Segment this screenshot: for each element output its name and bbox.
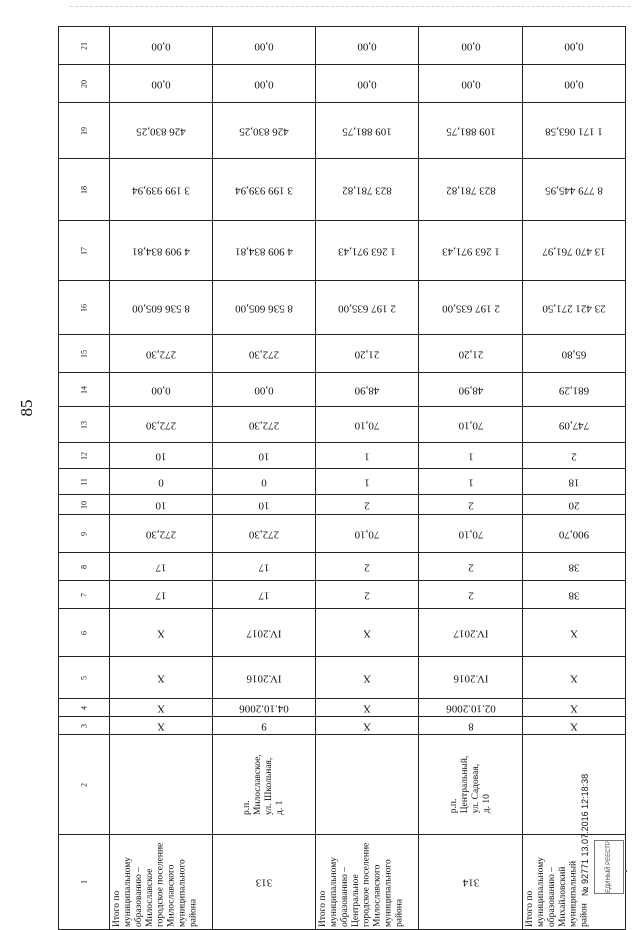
column-number-cell [59,835,110,930]
cell-value: IV.2016 [246,671,282,684]
column-number: 18 [79,185,89,194]
cell-value: 8 [467,719,474,732]
cell-value: 21,20 [354,347,380,360]
cell-value: 17 [155,560,167,573]
municipality-total-label: Итого по муниципальному образованию – Михайловский муниципальный район [524,857,590,927]
address: р.п. Центральный, ул. Садовая, д. 10 [448,755,492,814]
table-cell [419,717,522,735]
column-number-cell [59,443,110,469]
cell-value: X [156,671,165,684]
cell-value: 0,00 [357,77,377,90]
table-cell [109,581,212,609]
table-row-col-5 [59,657,626,699]
column-number-cell [59,373,110,407]
table-cell [212,65,315,103]
table-cell [419,835,522,930]
cell-value: 70,10 [458,527,483,540]
cell-value: 1 263 971,43 [441,244,500,257]
scan-speck [625,870,627,872]
cell-value: 900,70 [558,527,589,540]
table-cell [419,699,522,717]
column-number: 15 [79,349,89,358]
cell-value: X [569,701,578,714]
cell-value: 272,30 [248,347,280,360]
table-cell [316,609,419,657]
table-cell [109,835,212,930]
table-cell [212,335,315,373]
cell-value: 8 536 605,00 [131,301,190,314]
table-cell [419,407,522,443]
cell-value: 0,00 [151,383,171,396]
cell-value: 04.10.2006 [239,701,289,714]
column-number: 5 [79,675,89,680]
table-cell [212,281,315,335]
table-cell [419,735,522,835]
table-cell [109,699,212,717]
cell-value: 0,00 [460,39,481,52]
table-cell [419,515,522,553]
table-cell [522,735,625,835]
table-cell [212,27,315,65]
table-cell [419,553,522,581]
column-number-cell [59,335,110,373]
column-number-cell [59,735,110,835]
column-number-cell [59,553,110,581]
column-number: 6 [79,630,89,635]
table-cell [522,495,625,515]
table-cell [419,103,522,159]
table-cell [212,515,315,553]
table-cell [522,699,625,717]
table-cell [109,281,212,335]
row-number: 313 [255,876,273,889]
column-number: 13 [79,420,89,429]
column-number-cell [59,717,110,735]
cell-value: 109 881,75 [342,124,393,137]
table-cell [522,103,625,159]
table-cell [212,699,315,717]
cell-value: 0 [261,475,267,488]
table-cell [522,717,625,735]
column-number-cell [59,495,110,515]
cell-value: 0,00 [151,77,171,90]
cell-value: 2 [571,449,577,462]
cell-value: 426 830,25 [239,124,289,137]
table-cell [522,65,625,103]
column-number: 2 [79,782,89,787]
address: р.п. Милославское, ул. Школьная, д. 1 [242,754,285,815]
table-cell [109,717,212,735]
table-row-col-14 [59,373,626,407]
column-number-cell [59,65,110,103]
table-cell [316,717,419,735]
cell-value: X [156,701,165,714]
cell-value: 18 [568,475,580,488]
cell-value: X [363,626,372,639]
table-cell [316,469,419,495]
table-row-col-4 [59,699,626,717]
table-cell [212,735,315,835]
table-cell [316,443,419,469]
column-number-cell [59,103,110,159]
cell-value: 21,20 [458,347,483,360]
table-cell [109,657,212,699]
cell-value: 1 [467,449,474,462]
column-number-cell [59,699,110,717]
cell-value: X [569,626,578,639]
column-number: 1 [79,880,89,884]
cell-value: 0,00 [151,39,171,52]
table-row-col-21 [59,27,626,65]
cell-value: 38 [568,560,580,573]
column-number: 21 [79,41,89,50]
table-row-col-20 [59,65,626,103]
cell-value: X [363,719,372,732]
table-row-col-10 [59,495,626,515]
table-cell [419,221,522,281]
table-cell [419,657,522,699]
registration-stamp-text: № 92771 13.07.2016 12:18:38 [580,773,590,897]
cell-value: 23 421 271,50 [542,301,606,314]
cell-value: 70,10 [354,418,380,431]
table-cell [316,553,419,581]
table-cell [212,221,315,281]
table-cell [109,443,212,469]
column-number: 4 [79,705,89,710]
table-cell [109,221,212,281]
table-cell [212,657,315,699]
column-number-cell [59,407,110,443]
cell-value: 48,90 [458,383,483,396]
column-number: 16 [79,303,89,312]
table-cell [316,699,419,717]
table-cell [522,27,625,65]
table-cell [522,281,625,335]
column-number: 12 [79,451,89,460]
cell-value: 10 [155,498,167,511]
table-row-col-18 [59,159,626,221]
cell-value: 4 909 834,81 [235,244,293,257]
column-number: 20 [79,79,89,88]
cell-value: X [363,671,372,684]
column-number-cell [59,581,110,609]
registration-stamp [578,773,592,897]
cell-value: 272,30 [248,527,280,540]
cell-value: IV.2016 [453,671,489,684]
cell-value: 70,10 [458,418,483,431]
table-row-col-7 [59,581,626,609]
table-row-col-1 [59,835,626,930]
table-cell [316,407,419,443]
table-cell [522,373,625,407]
column-number: 3 [79,723,89,728]
column-number-cell [59,159,110,221]
table-cell [212,407,315,443]
table-cell [109,735,212,835]
cell-value: 0,00 [564,39,584,52]
table-cell [522,159,625,221]
cell-value: 1 [364,449,371,462]
table-cell [109,515,212,553]
cell-value: 10 [258,498,270,511]
cell-value: 2 [467,560,474,573]
cell-value: 10 [258,449,270,462]
cell-value: 02.10.2006 [445,701,496,714]
cell-value: 1 263 971,43 [338,244,397,257]
cell-value: 823 781,82 [445,183,496,196]
cell-value: 823 781,82 [342,183,393,196]
table-cell [212,159,315,221]
table-row-col-11 [59,469,626,495]
table-cell [419,27,522,65]
table-cell [212,609,315,657]
column-number-cell [59,609,110,657]
cell-value: 0,00 [254,39,274,52]
table-row-col-16 [59,281,626,335]
table-cell [316,657,419,699]
table-row-col-9 [59,515,626,553]
cell-value: X [569,719,578,732]
table-cell [109,469,212,495]
table-cell [212,443,315,469]
cell-value: 1 [364,475,371,488]
municipality-total-label: Итого по муниципальному образованию – Центральное городское поселение Милославского муниципального района [318,842,405,927]
cell-value: 17 [258,588,270,601]
table-cell [109,553,212,581]
table-cell [212,717,315,735]
column-number: 8 [79,564,89,569]
cell-value: 272,30 [145,418,176,431]
cell-value: 2 197 635,00 [441,301,500,314]
cell-value: 48,90 [354,383,380,396]
table-cell [109,609,212,657]
table-cell [316,581,419,609]
table-cell [419,65,522,103]
table-row-col-2 [59,735,626,835]
page-number: 85 [17,399,36,417]
column-number: 10 [79,500,89,509]
cell-value: 10 [155,449,167,462]
table-row-col-6 [59,609,626,657]
column-number: 17 [79,246,89,255]
table-cell [419,495,522,515]
column-number: 14 [79,385,89,394]
cell-value: 17 [155,588,167,601]
table-cell [109,65,212,103]
table-cell [522,443,625,469]
cell-value: 2 [364,560,371,573]
cell-value: 70,10 [354,527,380,540]
table-row-col-8 [59,553,626,581]
table-row-col-12 [59,443,626,469]
cell-value: 38 [568,588,580,601]
table-cell [522,657,625,699]
cell-value: 681,29 [558,383,589,396]
column-number: 7 [79,592,89,597]
cell-value: 0,00 [357,39,377,52]
cell-value: 0,00 [460,77,481,90]
cell-value: 3 199 939,94 [131,183,190,196]
cell-value: 9 [261,719,267,732]
column-number: 11 [79,477,89,486]
column-number: 19 [79,126,89,135]
table-row-col-3 [59,717,626,735]
cell-value: X [156,719,165,732]
table-row-col-15 [59,335,626,373]
cell-value: X [363,701,372,714]
cell-value: 8 779 445,95 [544,183,603,196]
table-cell [522,553,625,581]
table-cell [419,581,522,609]
table-cell [109,335,212,373]
table-cell [522,335,625,373]
table-cell [522,221,625,281]
table-cell [109,159,212,221]
table-cell [316,495,419,515]
table-cell [316,515,419,553]
data-table [58,26,626,930]
table-row-col-17 [59,221,626,281]
table-cell [212,553,315,581]
cell-value: 0 [158,475,164,488]
cell-value: 3 199 939,94 [235,183,293,196]
cell-value: 109 881,75 [445,124,496,137]
table-cell [419,159,522,221]
cell-value: 13 470 761,97 [542,244,606,257]
column-number-cell [59,27,110,65]
table-cell [316,835,419,930]
table-cell [109,407,212,443]
table-cell [419,335,522,373]
table-cell [419,373,522,407]
cell-value: 1 171 063,58 [544,124,603,137]
table-cell [316,373,419,407]
table-cell [522,407,625,443]
table-cell [212,495,315,515]
cell-value: 20 [568,498,580,511]
table-cell [316,735,419,835]
cell-value: 272,30 [145,347,176,360]
table-cell [109,373,212,407]
table-cell [316,335,419,373]
table-cell [212,581,315,609]
table-cell [419,281,522,335]
row-number: 314 [462,876,479,889]
table-cell [109,27,212,65]
cell-value: 272,30 [145,527,176,540]
column-number-cell [59,281,110,335]
table-cell [419,469,522,495]
cell-value: 0,00 [254,383,274,396]
table-cell [316,281,419,335]
scan-edge-line [70,6,630,7]
table-cell [522,469,625,495]
cell-value: 0,00 [254,77,274,90]
cell-value: X [156,626,165,639]
cell-value: IV.2017 [246,626,282,639]
cell-value: 0,00 [564,77,584,90]
table-cell [419,443,522,469]
cell-value: 747,09 [558,418,589,431]
table-cell [316,159,419,221]
table-cell [522,609,625,657]
table-cell [212,373,315,407]
cell-value: 65,80 [561,347,587,360]
cell-value: 2 [467,498,474,511]
column-number-cell [59,515,110,553]
cell-value: 272,30 [248,418,280,431]
cell-value: X [569,671,578,684]
table-cell [419,609,522,657]
cell-value: 4 909 834,81 [131,244,190,257]
column-number-cell [59,657,110,699]
registry-logo [594,840,624,894]
cell-value: 2 [467,588,474,601]
cell-value: 17 [258,560,270,573]
cell-value: 2 [364,498,371,511]
table-cell [212,103,315,159]
table-cell [212,469,315,495]
cell-value: 8 536 605,00 [235,301,293,314]
cell-value: IV.2017 [453,626,489,639]
table-cell [522,515,625,553]
table-row-col-13 [59,407,626,443]
table-row-col-19 [59,103,626,159]
cell-value: 2 [364,588,371,601]
column-number: 9 [79,531,89,536]
registry-logo-text: ЕДИНЫЙ РЕЕСТР [606,841,612,893]
column-number-cell [59,221,110,281]
table-cell [109,495,212,515]
table-cell [316,27,419,65]
table-cell [316,65,419,103]
cell-value: 2 197 635,00 [338,301,397,314]
cell-value: 426 830,25 [136,124,186,137]
table-cell [316,103,419,159]
cell-value: 1 [467,475,474,488]
table-cell [522,581,625,609]
table-cell [109,103,212,159]
table-cell [316,221,419,281]
municipality-total-label: Итого по муниципальному образованию – Милославское городское поселение Милославского муниципального района [111,842,199,927]
column-number-cell [59,469,110,495]
table-cell [212,835,315,930]
